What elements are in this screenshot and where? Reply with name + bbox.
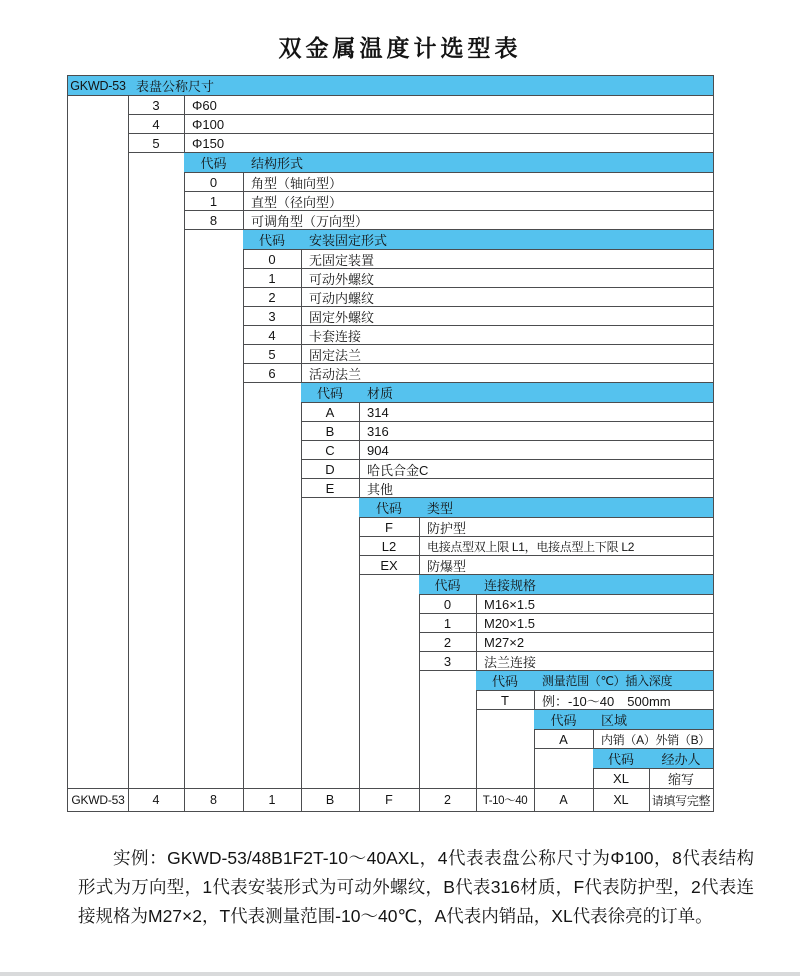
code-cell: 1 <box>419 614 476 633</box>
desc-cell: 可调角型（万向型） <box>243 211 713 230</box>
example-text: 实例：GKWD-53/48B1F2T-10～40AXL，4代表表盘公称尺寸为Φ100，8代表结构形式为万向型，1代表安装形式为可动外螺纹，B代表316材质，F代表防护型，2代表连接规格为M27×2，T代表测量范围-10～40℃，A代表内销品，XL代表徐亮的订单。 <box>78 847 754 926</box>
desc-cell: 直型（径向型） <box>243 192 713 211</box>
code-header-cell: 代码 <box>301 383 359 403</box>
table-row <box>68 192 713 211</box>
summary-row <box>68 788 713 811</box>
desc-cell: Φ60 <box>184 96 713 115</box>
table-row <box>68 730 713 749</box>
code-cell: 3 <box>128 96 184 115</box>
desc-cell: 可动内螺纹 <box>301 288 713 307</box>
section-header-label: 连接规格 <box>476 575 713 595</box>
code-header-cell: 代码 <box>476 671 534 691</box>
code-cell: 0 <box>419 595 476 614</box>
code-cell: 4 <box>128 115 184 134</box>
table-row <box>68 211 713 230</box>
table-row <box>68 173 713 192</box>
section-header-label: 表盘公称尺寸 <box>128 76 713 96</box>
table-header-row <box>68 575 713 595</box>
table-row <box>68 307 713 326</box>
section-header-label: 安装固定形式 <box>301 230 713 250</box>
section-header-label: 测量范围（℃）插入深度 <box>534 671 713 691</box>
section-header-label: 经办人 <box>649 749 713 769</box>
code-cell: L2 <box>359 537 419 556</box>
table-row <box>68 364 713 383</box>
model-cell: GKWD-53 <box>68 76 128 96</box>
table-header-row <box>68 76 713 96</box>
code-cell: 3 <box>243 307 301 326</box>
table-row <box>68 479 713 498</box>
table-row <box>68 769 713 788</box>
table-row <box>68 96 713 115</box>
code-cell: 5 <box>243 345 301 364</box>
code-cell: T <box>476 691 534 710</box>
code-header-cell: 代码 <box>184 153 243 173</box>
desc-cell: 内销（A）外销（B） <box>593 730 713 749</box>
table-row <box>68 537 713 556</box>
code-cell: 1 <box>243 269 301 288</box>
table-row <box>68 441 713 460</box>
code-header-cell: 代码 <box>419 575 476 595</box>
table-row <box>68 288 713 307</box>
table-header-row <box>68 498 713 518</box>
section-header-label: 结构形式 <box>243 153 713 173</box>
desc-cell: 例：-10～40 500mm <box>534 691 713 710</box>
table-row <box>68 403 713 422</box>
desc-cell: 角型（轴向型） <box>243 173 713 192</box>
code-cell: XL <box>613 771 629 786</box>
table-header-row <box>68 153 713 173</box>
table-header-row <box>68 383 713 403</box>
table-row <box>68 269 713 288</box>
summary-cell-model: GKWD-53 <box>71 793 125 807</box>
summary-cell: 1 <box>268 793 276 807</box>
summary-cell: 4 <box>152 793 160 807</box>
page-title: 双金属温度计选型表 <box>278 35 522 61</box>
desc-cell: 哈氏合金C <box>359 460 713 479</box>
desc-cell: 活动法兰 <box>301 364 713 383</box>
code-cell: B <box>301 422 359 441</box>
table-row <box>68 556 713 575</box>
summary-cell: T-10～40 <box>482 795 528 807</box>
code-header-cell: 代码 <box>243 230 301 250</box>
table-header-row <box>68 749 713 769</box>
summary-cell: F <box>385 793 393 807</box>
desc-cell: 无固定装置 <box>301 250 713 269</box>
table-row <box>68 614 713 633</box>
code-cell: 6 <box>243 364 301 383</box>
table-row <box>68 691 713 710</box>
desc-cell: 电接点型双上限 L1，电接点型上下限 L2 <box>419 537 713 556</box>
table-row <box>68 326 713 345</box>
code-cell: F <box>359 518 419 537</box>
section-header-label: 材质 <box>359 383 713 403</box>
table-row <box>68 422 713 441</box>
desc-cell: 防爆型 <box>419 556 713 575</box>
desc-cell: 卡套连接 <box>301 326 713 345</box>
desc-cell: 固定法兰 <box>301 345 713 364</box>
code-cell: A <box>301 403 359 422</box>
table-header-row <box>68 671 713 691</box>
desc-cell: 316 <box>359 422 713 441</box>
section-header-label: 类型 <box>419 498 713 518</box>
table-row <box>68 652 713 671</box>
table-row <box>68 250 713 269</box>
summary-cell: XL <box>613 793 629 807</box>
table-row <box>68 134 713 153</box>
code-cell: 3 <box>419 652 476 671</box>
desc-cell: M16×1.5 <box>476 595 713 614</box>
table-row <box>68 460 713 479</box>
desc-cell: 可动外螺纹 <box>301 269 713 288</box>
table-row <box>68 518 713 537</box>
table-row <box>68 115 713 134</box>
code-cell: EX <box>359 556 419 575</box>
summary-cell: 请填写完整 <box>651 793 711 808</box>
summary-cell: 2 <box>444 793 451 807</box>
table-header-row <box>68 710 713 730</box>
code-cell: 8 <box>184 211 243 230</box>
code-cell: 5 <box>128 134 184 153</box>
code-cell: E <box>301 479 359 498</box>
desc-cell: 防护型 <box>419 518 713 537</box>
code-cell: 1 <box>184 192 243 211</box>
desc-cell: Φ100 <box>184 115 713 134</box>
code-cell: A <box>534 730 593 749</box>
summary-cell: 8 <box>210 793 217 807</box>
desc-cell: 缩写 <box>667 772 694 787</box>
summary-cell: B <box>325 793 335 807</box>
desc-cell: 其他 <box>359 479 713 498</box>
code-header-cell: 代码 <box>593 749 649 769</box>
summary-cell: A <box>559 793 568 807</box>
code-cell: 2 <box>419 633 476 652</box>
code-header-cell: 代码 <box>534 710 593 730</box>
desc-cell: 314 <box>359 403 713 422</box>
code-cell: C <box>301 441 359 460</box>
desc-cell: M27×2 <box>476 633 713 652</box>
code-cell: 2 <box>243 288 301 307</box>
desc-cell: 法兰连接 <box>476 652 713 671</box>
desc-cell: 固定外螺纹 <box>301 307 713 326</box>
code-header-cell: 代码 <box>359 498 419 518</box>
table-row <box>68 633 713 652</box>
desc-cell: 904 <box>359 441 713 460</box>
section-header-label: 区域 <box>593 710 713 730</box>
desc-cell: M20×1.5 <box>476 614 713 633</box>
code-cell: 0 <box>243 250 301 269</box>
table-row <box>68 595 713 614</box>
code-cell: 0 <box>184 173 243 192</box>
code-cell: 4 <box>243 326 301 345</box>
code-cell: D <box>301 460 359 479</box>
selection-table <box>67 75 714 812</box>
table-header-row <box>68 230 713 250</box>
table-row <box>68 345 713 364</box>
desc-cell: Φ150 <box>184 134 713 153</box>
page-edge-strip <box>0 972 800 976</box>
